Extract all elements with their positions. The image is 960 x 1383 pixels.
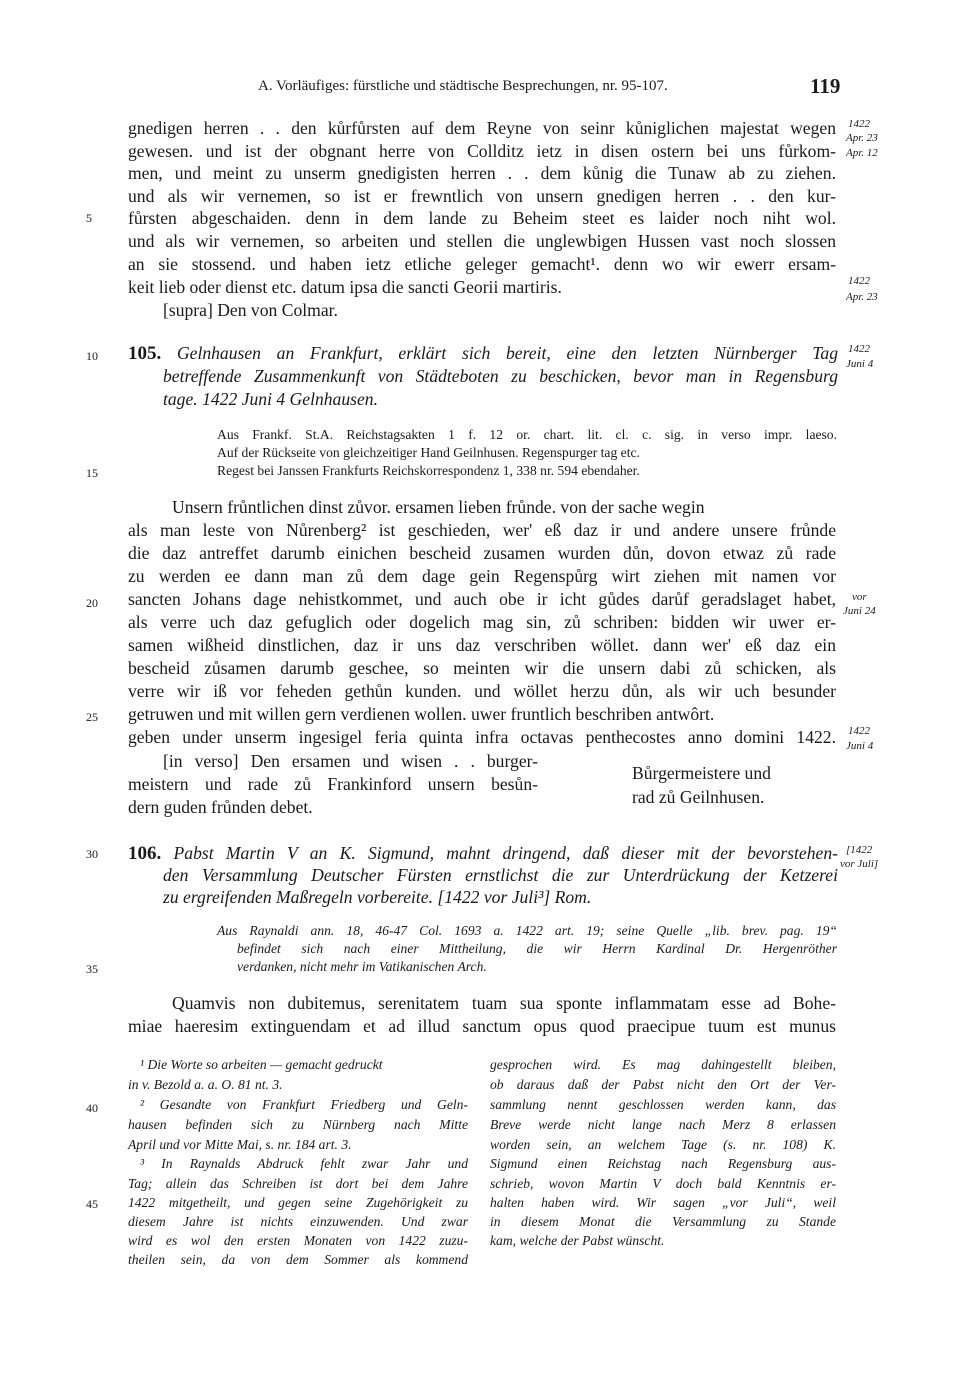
text-line: miae haeresim extinguendam et ad illud sanctum opus quod praecipue tuum est munus <box>128 1016 836 1036</box>
text-line: an sie stossend. und haben ietz etliche geleger gemacht¹. denn wo wir ewerr ersam- <box>128 254 836 274</box>
source-line: Auf der Rückseite von gleichzeitiger Hand Geilnhusen. Regenspurger tag etc. <box>217 445 640 460</box>
line-number: 5 <box>86 211 92 225</box>
address-line: meistern und rade zů Frankinford unsern besůn- <box>128 774 538 794</box>
source-line: befindet sich nach einer Mittheilung, die wir Herrn Kardinal Dr. Hergenröther <box>237 941 837 956</box>
text-line: men, und meint zu unserm gnedigisten herren . . dem kůnig die Tunaw ab zu ziehen. <box>128 163 836 183</box>
footnote-line: April und vor Mitte Mai, s. nr. 184 art. 3. <box>128 1137 352 1152</box>
text-line: gewesen. und ist der obgnant herre von Collditz ietz in disen ostern bei uns fůrkom- <box>128 141 836 161</box>
footnote-line: ² Gesandte von Frankfurt Friedberg und Geln- <box>140 1097 468 1112</box>
text-line: und als wir vernemen, so ist er frewntlich von unsern gnedigen herren . . den kur- <box>128 186 836 206</box>
margin-note-year: 1422 <box>848 275 870 287</box>
text-line: fůrsten abgeschaiden. denn in dem lande zu Beheim steet es laider noch niht wol. <box>128 208 836 228</box>
margin-note-date: Apr. 23 <box>846 132 878 144</box>
footnote-line: worden sein, an welchem Tage (s. nr. 108) K. <box>490 1137 836 1152</box>
text-line: als verre uch daz gefuglich oder dogelich mag sin, zů schriben: bidden wir uwer er- <box>128 612 836 632</box>
margin-note-date: Apr. 12 <box>846 147 878 159</box>
text-line: die daz antreffet darumb einichen bescheid zusamen wurden důn, dovon etwaz zů rade <box>128 543 836 563</box>
entry-title-text: Gelnhausen an Frankfurt, erklärt sich bereit, eine den letzten Nürnberger Tag <box>176 343 838 363</box>
margin-note-date: Juni 4 <box>846 740 874 752</box>
page-number: 119 <box>810 74 841 98</box>
margin-note-year: [1422 <box>846 844 873 856</box>
entry-title-text: Pabst Martin V an K. Sigmund, mahnt dringend, daß dieser mit der bevorstehen- <box>173 843 838 863</box>
source-line: Regest bei Janssen Frankfurts Reichskorrespondenz 1, 338 nr. 594 ebendaher. <box>217 463 640 478</box>
margin-note-date: Juni 4 <box>846 358 874 370</box>
entry-title-line <box>128 342 838 364</box>
footnote-line: Tag; allein das Schreiben ist dort bei dem Jahre <box>128 1176 468 1191</box>
footnote-line: diesem Jahre ist nichts einzuwenden. Und zwar <box>128 1214 468 1229</box>
footnote-line: wird es wol den ersten Monaten von 1422 zuzu- <box>128 1233 468 1248</box>
text-line: Unsern frůntlichen dinst zůvor. ersamen lieben frůnde. von der sache wegin <box>172 497 705 517</box>
margin-note-date: vor Juli] <box>840 858 879 870</box>
signature-line: rad zů Geilnhusen. <box>632 787 765 807</box>
entry-title-line: zu ergreifenden Maßregeln vorbereite. [1422 vor Juli³] Rom. <box>163 887 592 907</box>
text-line: gnedigen herren . . den kůrfůrsten auf dem Reyne von seinr kůniglichen majestat wegen <box>128 118 836 138</box>
text-line: geben under unserm ingesigel feria quinta infra octavas penthecostes anno domini 1422. <box>128 727 836 747</box>
footnote-line: ³ In Raynalds Abdruck fehlt zwar Jahr und <box>140 1156 468 1171</box>
source-line: Aus Raynaldi ann. 18, 46-47 Col. 1693 a. 1422 art. 19; seine Quelle „lib. brev. pag. 19“ <box>217 923 837 938</box>
footnote-line: theilen sein, da von dem Sommer als kommend <box>128 1252 468 1267</box>
text-line: zu werden ee dann man zů dem dage gein Regenspůrg wirt ziehen mit namen vor <box>128 566 836 586</box>
text-line: bescheid zůsamen darumb geschee, so meinten wir die unsern dabi zů schicken, als <box>128 658 836 678</box>
entry-number: 106. <box>128 843 162 864</box>
footnote-line: Sigmund einen Reichstag nach Regensburg aus- <box>490 1156 836 1171</box>
footnote-line: kam, welche der Pabst wünscht. <box>490 1233 665 1248</box>
text-line: Quamvis non dubitemus, serenitatem tuam sua sponte inflammatam esse ad Bohe- <box>172 993 836 1013</box>
address-line: [in verso] Den ersamen und wisen . . burger- <box>163 751 538 771</box>
entry-title-line: den Versammlung Deutscher Fürsten ernstlichst die zur Unterdrückung der Ketzerei <box>163 865 838 885</box>
footnote-line: ¹ Die Worte so arbeiten — gemacht gedruckt <box>140 1057 383 1072</box>
margin-note-date: Apr. 23 <box>846 291 878 303</box>
margin-note-year: 1422 <box>848 725 870 737</box>
entry-number: 105. <box>128 343 162 364</box>
footnote-line: sammlung nennt geschlossen werden kann, das <box>490 1097 836 1112</box>
text-line: verre wir iß vor feheden gethůn kunden. und wöllet herzu důn, als wir uch besunder <box>128 681 836 701</box>
line-number: 40 <box>86 1101 98 1115</box>
address-line: dern guden frůnden debet. <box>128 797 313 817</box>
footnote-line: halten haben wird. Wir sagen „vor Juli“, weil <box>490 1195 836 1210</box>
footnote-line: 1422 mitgetheilt, und gegen seine Zugehörigkeit zu <box>128 1195 468 1210</box>
line-number: 25 <box>86 710 98 724</box>
footnote-line: ob daraus daß der Pabst nicht den Ort der Ver- <box>490 1077 836 1092</box>
line-number: 30 <box>86 847 98 861</box>
text-line: sancten Johans dage nehistkommet, und auch obe ir icht gůdes darůf geradslaget habet, <box>128 589 836 609</box>
footnote-line: schrieb, wovon Martin V doch bald Kenntnis er- <box>490 1176 836 1191</box>
margin-note-date: Juni 24 <box>843 605 876 617</box>
line-number: 15 <box>86 466 98 480</box>
footnote-line: gesprochen wird. Es mag dahingestellt bleiben, <box>490 1057 836 1072</box>
line-number: 10 <box>86 349 98 363</box>
footnote-line: in diesem Monat die Versammlung zu Stande <box>490 1214 836 1229</box>
text-line: [supra] Den von Colmar. <box>163 300 338 320</box>
entry-title-line: tage. 1422 Juni 4 Gelnhausen. <box>163 389 378 409</box>
text-line: keit lieb oder dienst etc. datum ipsa die sancti Georii martiris. <box>128 277 562 297</box>
text-line: als man leste von Nůrenberg² ist geschieden, wer' eß daz ir und andere unsere frůnde <box>128 520 836 540</box>
footnote-line: in v. Bezold a. a. O. 81 nt. 3. <box>128 1077 283 1092</box>
entry-title-line: betreffende Zusammenkunft von Städteboten zu beschicken, bevor man in Regensburg <box>163 366 838 386</box>
source-line: Aus Frankf. St.A. Reichstagsakten 1 f. 12 or. chart. lit. cl. c. sig. in verso impr. laeso. <box>217 427 837 442</box>
line-number: 20 <box>86 596 98 610</box>
text-line: getruwen und mit willen gern verdienen wollen. uwer fruntlich beschriben antwôrt. <box>128 704 715 724</box>
text-line: und als wir vernemen, so arbeiten und stellen die unglewbigen Hussen vast noch slossen <box>128 231 836 251</box>
signature-line: Bůrgermeistere und <box>632 763 771 783</box>
line-number: 45 <box>86 1197 98 1211</box>
footnote-line: Breve werde nicht lange nach Merz 8 erlassen <box>490 1117 836 1132</box>
entry-title-line <box>128 842 838 864</box>
source-line: verdanken, nicht mehr im Vatikanischen Arch. <box>237 959 487 974</box>
footnote-line: hausen befinden sich zu Nürnberg nach Mitte <box>128 1117 468 1132</box>
margin-note-year: 1422 <box>848 118 870 130</box>
margin-note-year: 1422 <box>848 343 870 355</box>
text-line: samen wißheid dinstlichen, daz ir uns daz verschriben wöllet. dann wer' eß daz ein <box>128 635 836 655</box>
running-title: A. Vorläufiges: fürstliche und städtische Besprechungen, nr. 95-107. <box>258 78 668 94</box>
line-number: 35 <box>86 962 98 976</box>
margin-note-date: vor <box>852 591 867 603</box>
